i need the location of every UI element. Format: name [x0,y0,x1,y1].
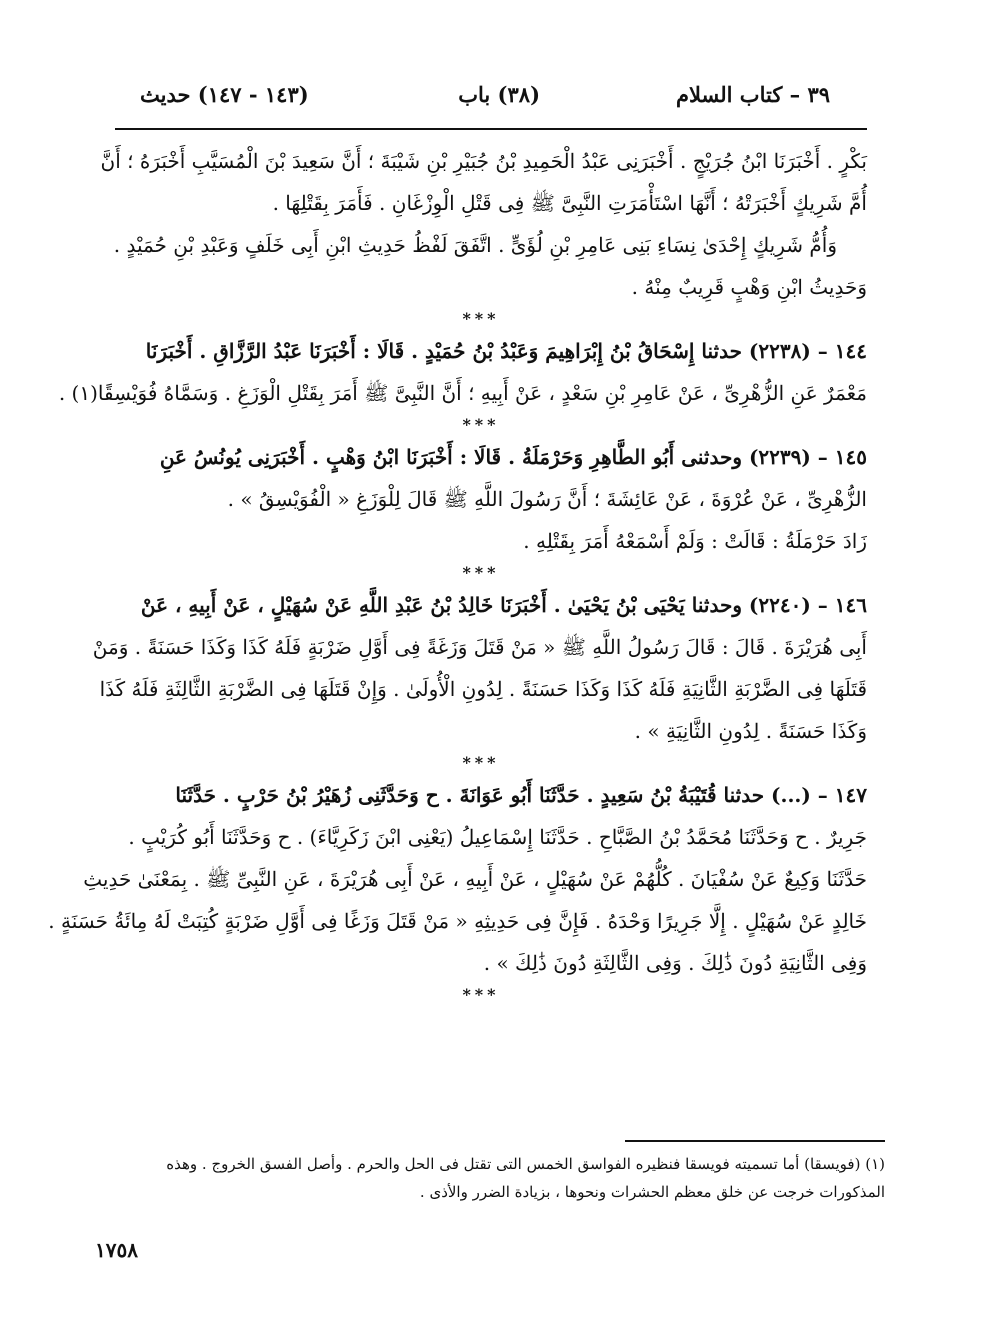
header-book-title: ٣٩ – كتاب السلام [676,82,830,107]
footnotes [95,1150,885,1206]
footnote-line: (١) (فويسقا) أما تسميته فويسقا فنظيره الفواسق الخمس التى تقتل فى الحل والحرم . وأصل الفسق الخروج . وهذه [166,1155,885,1173]
text-line: خَالِدٍ عَنْ سُهَيْلٍ . إِلَّا جَرِيرًا وَحْدَهُ . فَإِنَّ فِى حَدِيثِهِ « مَنْ قَتَلَ وَزَغًا فِى أَوَّلِ ضَرْبَةٍ كُتِبَتْ لَهُ مِائَةُ حَسَنَةٍ . [48,909,867,933]
header-chapter: (٣٨) باب [458,82,540,107]
footnote-divider [625,1140,885,1142]
header-divider [115,128,867,130]
text-line: وَفِى الثَّانِيَةِ دُونَ ذَٰلِكَ . وَفِى الثَّالِثَةِ دُونَ ذَٰلِكَ » . [483,951,867,975]
section-separator: *** [462,985,500,1004]
text-line: وَكَذَا حَسَنَةً . لِدُونِ الثَّانِيَةِ » . [634,719,867,743]
section-separator: *** [462,753,500,772]
text-line: ١٤٤ – (٢٢٣٨) حدثنا إِسْحَاقُ بْنُ إِبْرَاهِيمَ وَعَبْدُ بْنُ حُمَيْدٍ . قَالَا : أَخْبَرَنَا عَبْدُ الرَّزَّاقِ . أَخْبَرَنَا [145,339,867,363]
hadith-146 [92,584,867,752]
hadith-145 [95,436,867,562]
text-line: أُمَّ شَرِيكٍ أَخْبَرَتْهُ ؛ أَنَّهَا اسْتَأْمَرَتِ النَّبِىَّ ﷺ فِى قَتْلِ الْوِزْغَانِ . فَأَمَرَ بِقَتْلِهَا . [272,191,867,215]
text-line: الزُّهْرِىِّ ، عَنْ عُرْوَةَ ، عَنْ عَائِشَةَ ؛ أَنَّ رَسُولَ اللَّهِ ﷺ قَالَ لِلْوَزَغِ « الْفُوَيْسِقُ » . [227,487,867,511]
header-hadith-range: (١٤٣ - ١٤٧) حديث [140,82,309,107]
main-text [48,140,867,1006]
text-line: مَعْمَرٌ عَنِ الزُّهْرِىِّ ، عَنْ عَامِرِ بْنِ سَعْدٍ ، عَنْ أَبِيهِ ؛ أَنَّ النَّبِىَّ ﷺ أَمَرَ بِقَتْلِ الْوَزَغِ . وَسَمَّاهُ فُوَيْسِقًا(١) . [58,381,867,405]
hadith-147 [48,774,867,984]
running-header [140,78,830,118]
text-line: بَكْرٍ . أَخْبَرَنَا ابْنُ جُرَيْجٍ . أَخْبَرَنِى عَبْدُ الْحَمِيدِ بْنُ جُبَيْرِ بْنِ شَيْبَةَ ؛ أَنَّ سَعِيدَ بْنَ الْمُسَيَّبِ أَخْبَرَهُ ؛ أَنَّ [100,149,867,173]
text-line: أَبِى هُرَيْرَةَ . قَالَ : قَالَ رَسُولُ اللَّهِ ﷺ « مَنْ قَتَلَ وَزَغَةً فِى أَوَّلِ ضَرْبَةٍ فَلَهُ كَذَا وَكَذَا حَسَنَةً . وَمَنْ [92,635,867,659]
text-line: زَادَ حَرْمَلَةُ : قَالَتْ : وَلَمْ أَسْمَعْهُ أَمَرَ بِقَتْلِهِ . [523,529,867,553]
text-line: حَدَّثَنَا وَكِيعٌ عَنْ سُفْيَانَ . كُلُّهُمْ عَنْ سُهَيْلٍ ، عَنْ أَبِيهِ ، عَنْ أَبِى هُرَيْرَةَ ، عَنِ النَّبِىِّ ﷺ . بِمَعْنَىٰ حَدِيثِ [83,867,867,891]
footnote-line: المذكورات خرجت عن خلق معظم الحشرات ونحوها ، بزيادة الضرر والأذى . [419,1183,885,1201]
text-line: ١٤٥ – (٢٢٣٩) وحدثنى أَبُو الطَّاهِرِ وَحَرْمَلَةُ . قَالَا : أَخْبَرَنَا ابْنُ وَهْبٍ . أَخْبَرَنِى يُونُسُ عَنِ [159,445,867,469]
hadith-144 [58,330,867,414]
text-line: وَأُمُّ شَرِيكٍ إِحْدَىٰ نِسَاءِ بَنِى عَامِرِ بْنِ لُؤَىٍّ . اتَّفَقَ لَفْظُ حَدِيثِ ابْنِ أَبِى خَلَفٍ وَعَبْدِ بْنِ حُمَيْدٍ . [113,233,837,257]
text-block-continuation [95,140,867,308]
section-separator: *** [462,563,500,582]
text-line: وَحَدِيثُ ابْنِ وَهْبٍ قَرِيبٌ مِنْهُ . [631,275,867,299]
section-separator: *** [462,415,500,434]
page-number: ١٧٥٨ [95,1238,138,1262]
text-line: جَرِيرٌ . ح وَحَدَّثَنَا مُحَمَّدُ بْنُ الصَّبَّاحِ . حَدَّثَنَا إِسْمَاعِيلُ (يَعْنِى ابْنَ زَكَرِيَّاءَ) . ح وَحَدَّثَنَا أَبُو كُرَيْبٍ . [128,825,867,849]
section-separator: *** [462,309,500,328]
text-line: ١٤٧ – (...) حدثنا قُتَيْبَةُ بْنُ سَعِيدٍ . حَدَّثَنَا أَبُو عَوَانَةَ . ح وَحَدَّثَنِى زُهَيْرُ بْنُ حَرْبٍ . حَدَّثَنَا [175,783,867,807]
text-line: قَتَلَهَا فِى الضَّرْبَةِ الثَّانِيَةِ فَلَهُ كَذَا وَكَذَا حَسَنَةً . لِدُونِ الْأُولَىٰ . وَإِنْ قَتَلَهَا فِى الضَّرْبَةِ الثَّالِثَةِ فَلَهُ كَذَا [99,677,867,701]
text-line: ١٤٦ – (٢٢٤٠) وحدثنا يَحْيَى بْنُ يَحْيَىٰ . أَخْبَرَنَا خَالِدُ بْنُ عَبْدِ اللَّهِ عَنْ سُهَيْلٍ ، عَنْ أَبِيهِ ، عَنْ [140,593,867,617]
